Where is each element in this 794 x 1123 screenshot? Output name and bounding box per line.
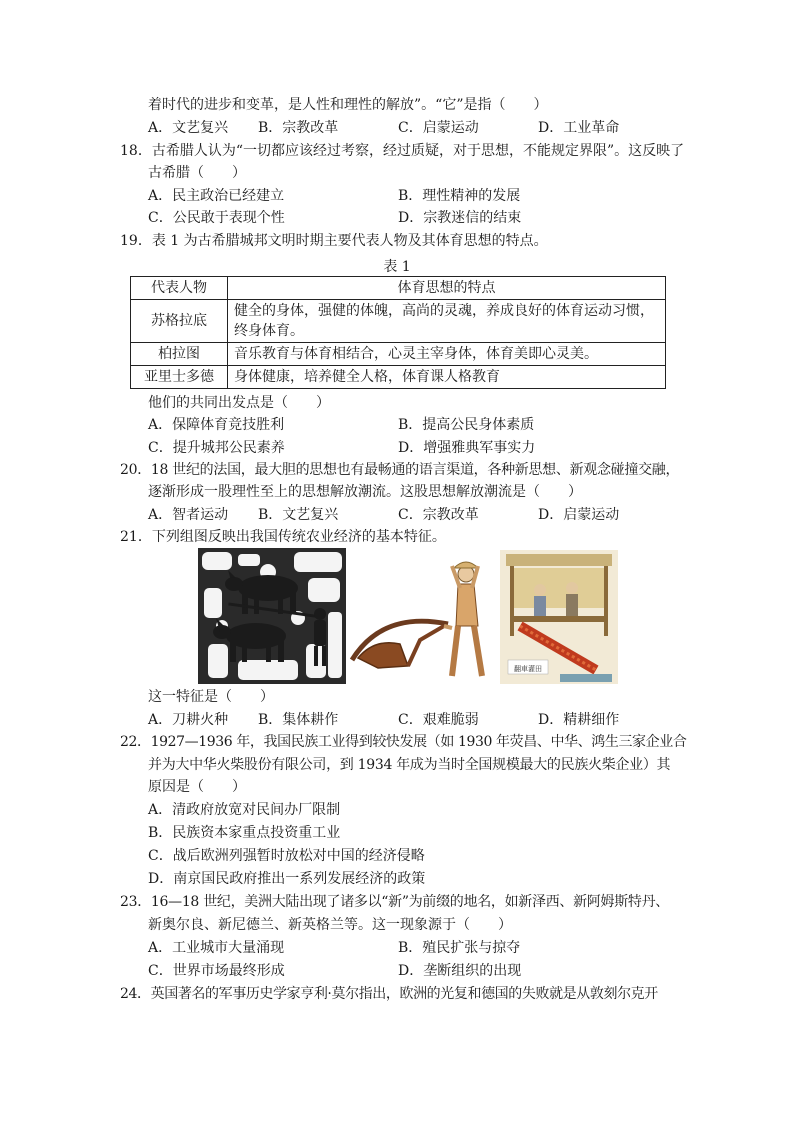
q17-option-d[interactable]: D．工业革命 (538, 120, 620, 136)
q22-stem: 22．1927—1936 年，我国民族工业得到较快发展（如 1930 年荧昌、中华、鸿生三家企业合 (120, 734, 687, 750)
table-cell-feature: 音乐教育与体育相结合，心灵主宰身体，体育美即心灵美。 (228, 343, 666, 366)
q20-stem: 20．18 世纪的法国，最大胆的思想也有最畅通的语言渠道，各种新思想、新观念碰撞交融， (120, 462, 680, 478)
q22-option-d[interactable]: D．南京国民政府推出一系列发展经济的政策 (148, 871, 426, 887)
q19-option-a[interactable]: A．保障体育竞技胜利 (148, 417, 285, 433)
q18-stem-cont: 古希腊（ ） (148, 165, 246, 181)
q19-option-c[interactable]: C．提升城邦公民素养 (148, 440, 285, 456)
table-caption: 表 1 (383, 259, 411, 275)
table-row (131, 300, 666, 343)
q21-option-d[interactable]: D．精耕细作 (538, 712, 620, 728)
q18-stem: 18．古希腊人认为“一切都应该经过考察，经过质疑，对于思想，不能规定界限”。这反映了 (120, 143, 685, 159)
q20-option-a[interactable]: A．智者运动 (148, 507, 229, 523)
q18-option-b[interactable]: B．理性精神的发展 (398, 188, 521, 204)
q19-option-d[interactable]: D．增强雅典军事实力 (398, 440, 536, 456)
table-cell-person: 柏拉图 (131, 343, 228, 366)
table-header-cell: 体育思想的特点 (228, 277, 666, 300)
q18-option-a[interactable]: A．民主政治已经建立 (148, 188, 285, 204)
q23-option-c[interactable]: C．世界市场最终形成 (148, 963, 285, 979)
q23-stem: 23．16—18 世纪，美洲大陆出现了诸多以“新”为前缀的地名，如新泽西、新阿姆斯特丹、 (120, 894, 670, 910)
q21-stem: 21．下列组图反映出我国传统农业经济的基本特征。 (120, 529, 446, 545)
table-row (131, 343, 666, 366)
ox-plough-relief-image (198, 548, 346, 684)
table-cell-person: 亚里士多德 (131, 366, 228, 389)
table-cell-feature: 健全的身体，强健的体魄，高尚的灵魂，养成良好的体育运动习惯，终身体育。 (228, 300, 666, 343)
q20-stem-cont: 逐渐形成一股理性至上的思想解放潮流。这股思想解放潮流是（ ） (148, 484, 582, 500)
q21-question: 这一特征是（ ） (148, 689, 274, 705)
q22-stem-cont2: 原因是（ ） (148, 779, 246, 795)
q17-option-a[interactable]: A．文艺复兴 (148, 120, 229, 136)
table-row (131, 366, 666, 389)
sports-thought-table (130, 276, 666, 389)
q22-option-b[interactable]: B．民族资本家重点投资重工业 (148, 825, 341, 841)
q21-option-c[interactable]: C．艰难脆弱 (398, 712, 479, 728)
table-header-cell: 代表人物 (131, 277, 228, 300)
table-cell-person: 苏格拉底 (131, 300, 228, 343)
q23-option-d[interactable]: D．垄断组织的出现 (398, 963, 522, 979)
curved-plough-farmer-image (348, 548, 498, 684)
q17-option-b[interactable]: B．宗教改革 (258, 120, 339, 136)
q24-stem: 24．英国著名的军事历史学家亨利·莫尔指出，欧洲的光复和德国的失败就是从敦刻尔克开 (120, 986, 658, 1002)
q23-option-b[interactable]: B．殖民扩张与掠夺 (398, 940, 521, 956)
q22-stem-cont: 并为大中华火柴股份有限公司，到 1934 年成为当时全国规模最大的民族火柴企业）其 (148, 757, 671, 773)
q20-option-c[interactable]: C．宗教改革 (398, 507, 479, 523)
table-cell-feature: 身体健康，培养健全人格，体育课人格教育 (228, 366, 666, 389)
q19-stem: 19．表 1 为古希腊城邦文明时期主要代表人物及其体育思想的特点。 (120, 233, 548, 249)
q18-option-c[interactable]: C．公民敢于表现个性 (148, 210, 285, 226)
q21-option-a[interactable]: A．刀耕火种 (148, 712, 229, 728)
q20-option-b[interactable]: B．文艺复兴 (258, 507, 339, 523)
fig3-label: 翻車灌田 (514, 665, 542, 673)
q19-question: 他们的共同出发点是（ ） (148, 395, 330, 411)
q23-option-a[interactable]: A．工业城市大量涌现 (148, 940, 285, 956)
q22-option-c[interactable]: C．战后欧洲列强暂时放松对中国的经济侵略 (148, 848, 425, 864)
q18-option-d[interactable]: D．宗教迷信的结束 (398, 210, 522, 226)
q19-option-b[interactable]: B．提高公民身体素质 (398, 417, 535, 433)
q22-option-a[interactable]: A．清政府放宽对民间办厂限制 (148, 802, 341, 818)
q17-option-c[interactable]: C．启蒙运动 (398, 120, 479, 136)
q21-option-b[interactable]: B．集体耕作 (258, 712, 339, 728)
q17-stem-tail: 着时代的进步和变革，是人性和理性的解放”。“它”是指（ ） (148, 97, 548, 113)
q20-option-d[interactable]: D．启蒙运动 (538, 507, 620, 523)
table-header-row (131, 277, 666, 300)
q23-stem-cont: 新奥尔良、新尼德兰、新英格兰等。这一现象源于（ ） (148, 917, 512, 933)
chain-pump-irrigation-image (500, 550, 618, 684)
